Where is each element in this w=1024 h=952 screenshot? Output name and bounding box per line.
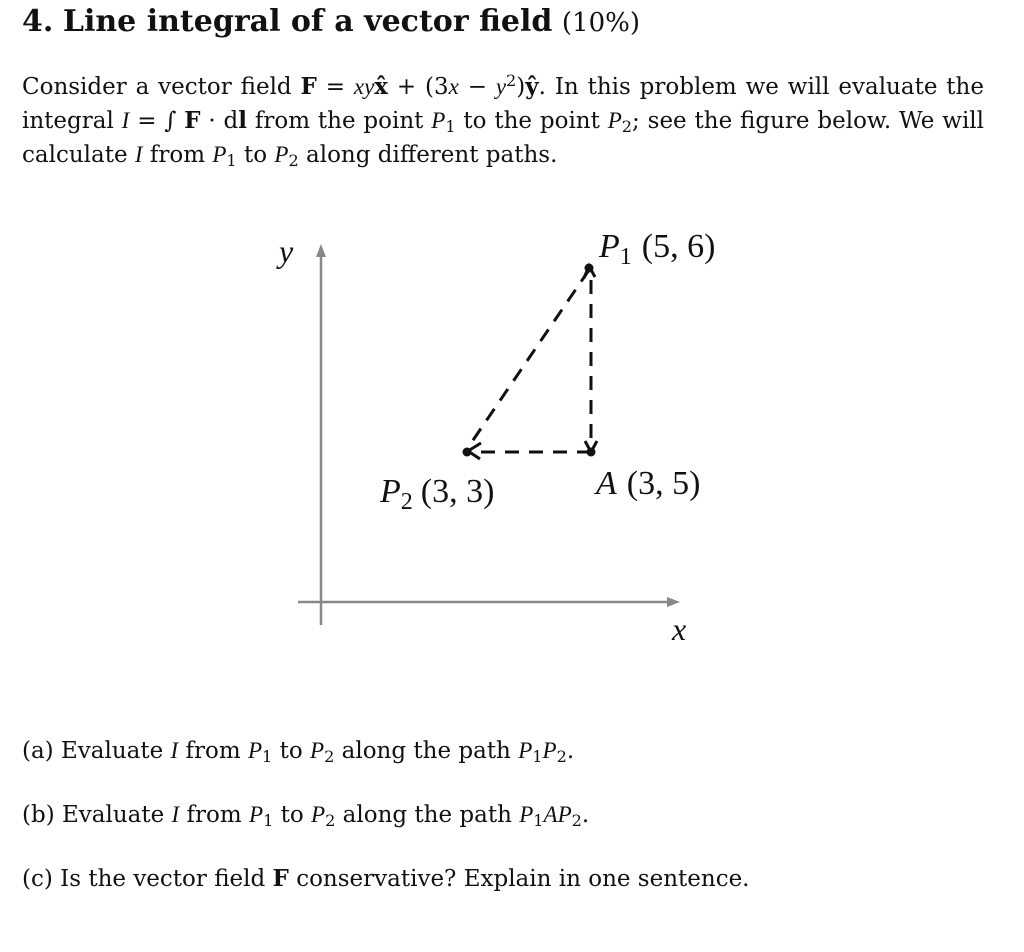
label-p1 xyxy=(598,228,715,270)
intro-text: to xyxy=(236,142,275,168)
intro-text: = ∫ xyxy=(129,108,185,134)
math-var: P xyxy=(607,108,622,133)
vector-symbol: F xyxy=(300,73,317,100)
unit-vector-y: ŷ xyxy=(525,73,539,100)
point-a xyxy=(587,448,596,457)
question-text: to xyxy=(272,738,311,764)
math-var: P xyxy=(431,108,446,133)
point-coords: (5, 6) xyxy=(641,228,716,265)
subscript: 1 xyxy=(532,747,543,767)
point-coords: (3, 5) xyxy=(626,465,701,502)
y-axis-arrowhead xyxy=(316,244,326,257)
vector-symbol: F xyxy=(272,865,289,892)
arrowhead-at-p1 xyxy=(584,266,595,278)
question-text: from xyxy=(178,738,248,764)
exponent: 2 xyxy=(506,70,517,90)
subscript: 2 xyxy=(621,117,633,137)
math-var: P xyxy=(557,802,572,827)
math-var: P xyxy=(519,802,534,827)
math-var: P xyxy=(311,802,326,827)
math-var: I xyxy=(121,108,130,133)
vector-symbol: l xyxy=(238,107,248,134)
math-var: P xyxy=(274,142,289,167)
problem-weight: (10%) xyxy=(561,8,640,38)
label-p2 xyxy=(379,473,494,515)
math-var: y xyxy=(495,74,507,99)
math-var: P xyxy=(518,738,533,763)
math-var: A xyxy=(543,802,558,827)
question-text: (c) Is the vector field xyxy=(22,866,273,892)
intro-text: ) xyxy=(516,74,526,100)
subscript: 2 xyxy=(324,747,335,767)
intro-text: + (3 xyxy=(388,74,449,100)
question-c xyxy=(22,864,750,894)
question-a xyxy=(22,736,574,766)
subscript: 1 xyxy=(445,117,456,137)
intro-text: . In this problem we will evaluate the integral xyxy=(22,74,984,134)
math-var: P xyxy=(212,142,227,167)
point-subscript: 2 xyxy=(400,489,413,515)
question-text: along the path xyxy=(335,802,520,828)
subscript: 2 xyxy=(288,151,299,171)
math-var: x xyxy=(448,74,459,99)
math-var: P xyxy=(310,738,325,763)
subscript: 1 xyxy=(262,747,273,767)
unit-vector-x: x̂ xyxy=(374,73,388,100)
question-text: . xyxy=(566,738,575,764)
intro-text: · d xyxy=(200,108,239,134)
math-var: xy xyxy=(353,74,375,99)
subscript: 2 xyxy=(325,811,336,831)
subscript: 2 xyxy=(556,747,567,767)
math-var: I xyxy=(134,142,143,167)
problem-heading xyxy=(22,4,640,41)
math-var: I xyxy=(171,802,180,827)
arrowhead-at-p2 xyxy=(468,443,481,459)
point-name: P xyxy=(599,228,620,265)
intro-text: to the point xyxy=(455,108,608,134)
y-axis-label: y xyxy=(279,233,294,269)
arrowhead-at-a xyxy=(585,441,597,452)
point-coords: (3, 3) xyxy=(420,473,495,510)
path-p1-p2 xyxy=(467,270,589,449)
problem-number: 4. xyxy=(22,4,54,39)
intro-text: Consider a vector field xyxy=(22,74,301,100)
point-p1 xyxy=(585,264,594,273)
question-text: to xyxy=(273,802,312,828)
point-name: A xyxy=(596,465,617,502)
x-axis-label: x xyxy=(672,611,687,647)
intro-text: along different paths. xyxy=(298,142,558,168)
subscript: 1 xyxy=(533,811,544,831)
math-var: P xyxy=(249,802,264,827)
x-axis-arrowhead xyxy=(667,597,680,607)
intro-text: from xyxy=(142,142,213,168)
label-a xyxy=(594,465,700,502)
intro-text: = xyxy=(316,74,354,100)
question-text: (a) Evaluate xyxy=(22,738,171,764)
intro-text: ; see the figure below. We will calculate xyxy=(22,108,985,168)
math-var: I xyxy=(170,738,179,763)
question-text: along the path xyxy=(334,738,519,764)
problem-title: Line integral of a vector field xyxy=(62,4,553,39)
question-b xyxy=(22,800,589,830)
point-subscript: 1 xyxy=(619,244,632,270)
point-p2 xyxy=(463,448,472,457)
vector-symbol: F xyxy=(184,107,201,134)
math-var: P xyxy=(542,738,557,763)
subscript: 1 xyxy=(226,151,237,171)
subscript: 1 xyxy=(263,811,274,831)
question-text: conservative? Explain in one sentence. xyxy=(288,866,750,892)
intro-text: − xyxy=(458,74,496,100)
question-text: . xyxy=(581,802,590,828)
point-name: P xyxy=(380,473,401,510)
subscript: 2 xyxy=(571,811,582,831)
intro-text: from the point xyxy=(247,108,432,134)
math-var: P xyxy=(247,738,263,763)
problem-intro xyxy=(22,70,984,172)
question-text: from xyxy=(179,802,249,828)
question-text: (b) Evaluate xyxy=(22,802,172,828)
